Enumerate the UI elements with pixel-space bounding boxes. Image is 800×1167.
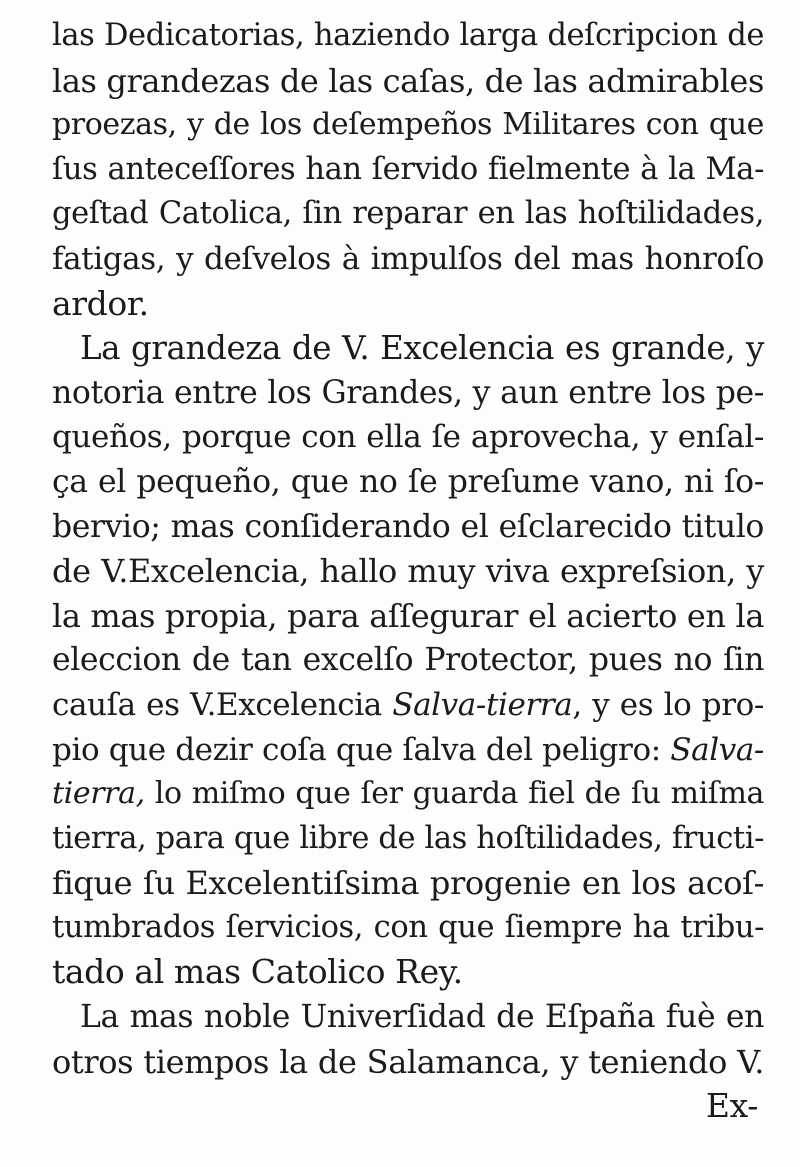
text-line: [52, 505, 764, 550]
text-run: , y es lo pro-: [572, 686, 764, 723]
text-line: [52, 906, 764, 951]
text-line: [52, 594, 764, 639]
paragraph-first-line: [52, 995, 764, 1040]
text-line: [52, 148, 764, 193]
text-run: notoria entre los Grandes, y aun entre los pe-: [52, 374, 764, 411]
text-line: [52, 683, 764, 728]
text-line: [52, 861, 764, 906]
italic-term: Salva-tierra: [392, 686, 573, 723]
text-line: [52, 950, 764, 995]
text-run: la mas propia, para aſſegurar el acierto en la: [52, 596, 764, 635]
text-run: eleccion de tan excelſo Protector, pues no ſin: [52, 642, 764, 679]
text-run: las Dedicatorias, haziendo larga deſcripcion de: [52, 18, 764, 53]
text-run: ça el pequeño, que no ſe preſume vano, ni ſo-: [52, 463, 764, 500]
text-run: ardor.: [52, 283, 149, 323]
text-run: fique ſu Excelentiſsima progenie en los acoſ-: [52, 864, 764, 903]
text-run: cauſa es V.Excelencia: [52, 686, 393, 723]
text-run: Ex-: [705, 1086, 758, 1126]
text-run: tierra, para que libre de las hoſtilidades, fructi-: [52, 820, 764, 856]
text-line: [52, 638, 764, 683]
text-run: lo miſmo que ſer guarda fiel de ſu miſma: [144, 776, 764, 812]
catchword: [52, 1084, 764, 1129]
text-run: La mas noble Univerſidad de Eſpaña fuè en: [80, 999, 764, 1036]
text-run: fatigas, y deſvelos à impulſos del mas honroſo: [52, 240, 764, 277]
text-line: [52, 817, 764, 862]
text-line: [52, 282, 764, 327]
text-run: tumbrados ſervicios, con que ſiempre ha tribu-: [52, 909, 764, 945]
text-line: [52, 59, 764, 104]
text-run: ſus anteceſſores han ſervido fielmente à la Ma-: [52, 151, 764, 187]
text-run: geſtad Catolica, ſin reparar en las hoſtilidades,: [52, 196, 764, 232]
body-text: [52, 14, 764, 1129]
paragraph-first-line: [52, 326, 764, 371]
text-line: [52, 14, 764, 59]
text-line: [52, 460, 764, 505]
text-run: La grandeza de V. Excelencia es grande, y: [80, 329, 764, 368]
text-line: [52, 772, 764, 817]
text-line: [52, 103, 764, 148]
text-run: pio que dezir coſa que ſalva del peligro:: [52, 731, 671, 768]
text-line: [52, 415, 764, 460]
text-line: [52, 237, 764, 282]
text-run: tado al mas Catolico Rey.: [52, 952, 463, 992]
text-run: bervio; mas conſiderando el eſclarecido titulo: [52, 508, 764, 545]
text-run: queños, porque con ella ſe aprovecha, y enſal-: [52, 419, 764, 456]
italic-term: Salva-: [670, 731, 764, 768]
text-line: [52, 549, 764, 594]
text-run: de V.Excelencia, hallo muy viva expreſsion, y: [52, 552, 764, 591]
text-line: [52, 728, 764, 773]
text-line: [52, 371, 764, 416]
text-run: proezas, y de los deſempeños Militares con que: [52, 107, 764, 143]
italic-term: tierra,: [52, 776, 145, 812]
text-line: [52, 192, 764, 237]
text-run: otros tiempos la de Salamanca, y teniendo V.: [52, 1042, 764, 1081]
text-run: las grandezas de las caſas, de las admirables: [52, 61, 764, 100]
text-line: [52, 1040, 764, 1085]
